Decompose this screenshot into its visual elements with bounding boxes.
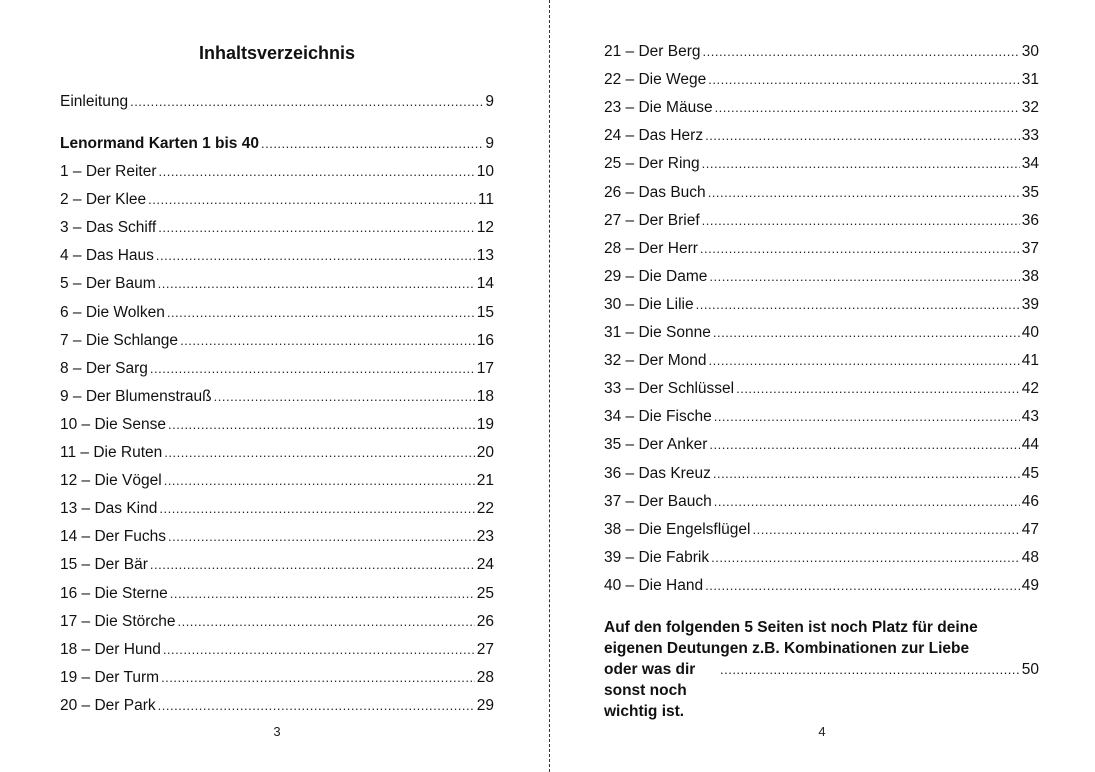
toc-entry-page: 26 [476, 613, 494, 630]
toc-entry-page: 15 [476, 304, 494, 321]
toc-entry-page: 18 [476, 388, 494, 405]
toc-entry-page: 16 [476, 332, 494, 349]
dot-leader [713, 464, 1020, 484]
toc-entry [60, 162, 494, 182]
right-page-number: 4 [818, 724, 826, 739]
toc-entry-label: 1 – Der Reiter [60, 163, 157, 180]
toc-entry-label: 17 – Die Störche [60, 613, 176, 630]
dot-leader [261, 134, 483, 154]
toc-entry-label: 36 – Das Kreuz [604, 465, 711, 482]
toc-entry-page: 13 [476, 247, 494, 264]
toc-entry-label: 8 – Der Sarg [60, 360, 148, 377]
toc-entry-page: 10 [476, 163, 494, 180]
toc-entry-label: 15 – Der Bär [60, 556, 148, 573]
dot-leader [214, 387, 475, 407]
toc-entry-page: 38 [1021, 268, 1039, 285]
toc-entry [604, 351, 1039, 371]
page-divider [549, 0, 550, 772]
toc-entry-label: 14 – Der Fuchs [60, 528, 166, 545]
toc-entry [60, 527, 494, 547]
toc-entry-label: 11 – Die Ruten [60, 444, 163, 461]
dot-leader [167, 303, 475, 323]
note-line: oder was dir sonst noch wichtig ist. [604, 661, 696, 720]
toc-entry-page: 40 [1021, 324, 1039, 341]
toc-entry-page: 42 [1021, 380, 1039, 397]
toc-entry [60, 218, 494, 238]
dot-leader [705, 576, 1020, 596]
toc-entry-page: 22 [476, 500, 494, 517]
toc-entry-label: 26 – Das Buch [604, 184, 706, 201]
toc-entry-label: 13 – Das Kind [60, 500, 158, 517]
toc-entry [60, 134, 494, 154]
dot-leader [130, 92, 483, 112]
toc-entry [604, 42, 1039, 62]
toc-entry-page: 35 [1021, 184, 1039, 201]
toc-entry [604, 70, 1039, 90]
toc-entry [60, 584, 494, 604]
dot-leader [720, 659, 1020, 680]
dot-leader [158, 218, 475, 238]
dot-leader [709, 351, 1020, 371]
toc-entry-label: 24 – Das Herz [604, 127, 704, 144]
toc-entry [60, 640, 494, 660]
toc-entry-label: 21 – Der Berg [604, 43, 701, 60]
left-page-number: 3 [273, 724, 281, 739]
toc-entry-page: 29 [476, 697, 494, 714]
toc-entry [604, 295, 1039, 315]
dot-leader [711, 548, 1020, 568]
toc-entry-label: 22 – Die Wege [604, 71, 707, 88]
dot-leader [708, 70, 1020, 90]
toc-entry-page: 46 [1021, 493, 1039, 510]
toc-entry-page: 33 [1021, 127, 1039, 144]
toc-title: Inhaltsverzeichnis [198, 43, 356, 63]
dot-leader [158, 696, 475, 716]
toc-entry-label: 10 – Die Sense [60, 416, 166, 433]
toc-entry [604, 211, 1039, 231]
toc-entry-page: 23 [476, 528, 494, 545]
toc-entry [60, 612, 494, 632]
toc-entry-page: 11 [477, 191, 494, 208]
toc-entry-page: 20 [476, 444, 494, 461]
toc-entry-label: Einleitung [60, 93, 129, 110]
toc-entry [604, 576, 1039, 596]
toc-entry-label: 37 – Der Bauch [604, 493, 712, 510]
toc-entry [60, 696, 494, 716]
dot-leader [150, 555, 475, 575]
toc-entry [60, 274, 494, 294]
toc-entry [60, 555, 494, 575]
toc-entry [60, 443, 494, 463]
toc-entry-label: 31 – Die Sonne [604, 324, 711, 341]
dot-leader [705, 126, 1020, 146]
toc-entry-label: 2 – Der Klee [60, 191, 147, 208]
toc-entry-page: 37 [1021, 240, 1039, 257]
toc-entry-label: 33 – Der Schlüssel [604, 380, 735, 397]
dot-leader [713, 323, 1020, 343]
toc-entry [604, 267, 1039, 287]
toc-entry [604, 464, 1039, 484]
toc-entry-page: 24 [476, 556, 494, 573]
dot-leader [168, 415, 475, 435]
toc-entry-page: 49 [1021, 577, 1039, 594]
toc-entry [60, 668, 494, 688]
dot-leader [159, 499, 474, 519]
toc-entry-label: 12 – Die Vögel [60, 472, 162, 489]
dot-leader [709, 435, 1019, 455]
toc-entry-page: 44 [1021, 436, 1039, 453]
toc-entry-page: 41 [1021, 352, 1039, 369]
note-last-line [604, 659, 1039, 722]
toc-note [604, 617, 1039, 722]
toc-entry [60, 303, 494, 323]
toc-entry [604, 183, 1039, 203]
toc-entry [604, 154, 1039, 174]
toc-entry-label: 30 – Die Lilie [604, 296, 694, 313]
dot-leader [148, 190, 476, 210]
toc-entry-page: 43 [1021, 408, 1039, 425]
dot-leader [180, 331, 475, 351]
dot-leader [703, 42, 1020, 62]
toc-entry-label: 23 – Die Mäuse [604, 99, 713, 116]
toc-entry-page: 12 [476, 219, 494, 236]
toc-entry-label: 34 – Die Fische [604, 408, 712, 425]
dot-leader [164, 471, 475, 491]
toc-entry [60, 359, 494, 379]
toc-entry-page: 17 [476, 360, 494, 377]
toc-entry-page: 14 [476, 275, 494, 292]
toc-entry [604, 379, 1039, 399]
dot-leader [702, 211, 1020, 231]
toc-entry-page: 19 [476, 416, 494, 433]
dot-leader [714, 492, 1020, 512]
toc-entry-page: 31 [1021, 71, 1039, 88]
dot-leader [158, 162, 474, 182]
toc-entry [60, 415, 494, 435]
dot-leader [715, 98, 1020, 118]
dot-leader [163, 640, 475, 660]
toc-entry-page: 34 [1021, 155, 1039, 172]
toc-entry [604, 98, 1039, 118]
toc-entry-page: 9 [485, 135, 494, 152]
dot-leader [714, 407, 1020, 427]
note-line: eigenen Deutungen z.B. Kombinationen zur Liebe [604, 640, 970, 657]
toc-entry-label: Lenormand Karten 1 bis 40 [60, 135, 259, 152]
toc-entry-page: 28 [476, 669, 494, 686]
dot-leader [700, 239, 1020, 259]
toc-entry [604, 239, 1039, 259]
toc-entry-page: 27 [476, 641, 494, 658]
toc-entry [604, 492, 1039, 512]
dot-leader [708, 183, 1020, 203]
toc-entry-page: 32 [1021, 99, 1039, 116]
toc-entry [604, 126, 1039, 146]
toc-entry [604, 548, 1039, 568]
toc-entry-label: 7 – Die Schlange [60, 332, 179, 349]
right-page [551, 0, 1095, 772]
toc-entry-label: 39 – Die Fabrik [604, 549, 710, 566]
toc-entry-label: 18 – Der Hund [60, 641, 161, 658]
toc-entry [60, 471, 494, 491]
dot-leader [158, 274, 475, 294]
dot-leader [702, 154, 1020, 174]
toc-entry-label: 5 – Der Baum [60, 275, 156, 292]
toc-entry-label: 19 – Der Turm [60, 669, 160, 686]
toc-entry-label: 28 – Der Herr [604, 240, 698, 257]
dot-leader [156, 246, 475, 266]
toc-entry-label: 16 – Die Sterne [60, 585, 168, 602]
dot-leader [164, 443, 475, 463]
toc-entry [60, 246, 494, 266]
toc-entry-page: 9 [485, 93, 494, 110]
toc-entry [60, 190, 494, 210]
toc-entry-page: 21 [476, 472, 494, 489]
toc-entry [604, 520, 1039, 540]
toc-entry-label: 20 – Der Park [60, 697, 156, 714]
dot-leader [177, 612, 474, 632]
toc-entry [60, 92, 494, 112]
toc-entry-label: 40 – Die Hand [604, 577, 704, 594]
toc-entry-page: 48 [1021, 549, 1039, 566]
dot-leader [696, 295, 1020, 315]
toc-entry-label: 4 – Das Haus [60, 247, 154, 264]
dot-leader [736, 379, 1020, 399]
toc-entry [604, 407, 1039, 427]
toc-entry-label: 35 – Der Anker [604, 436, 708, 453]
toc-entry-page: 36 [1021, 212, 1039, 229]
toc-entry-label: 38 – Die Engelsflügel [604, 521, 751, 538]
toc-entry-page: 47 [1021, 521, 1039, 538]
dot-leader [168, 527, 475, 547]
toc-entry-page: 25 [476, 585, 494, 602]
toc-entry-label: 6 – Die Wolken [60, 304, 165, 321]
dot-leader [150, 359, 475, 379]
dot-leader [709, 267, 1019, 287]
toc-entry [604, 323, 1039, 343]
toc-entry-label: 9 – Der Blumenstrauß [60, 388, 212, 405]
toc-entry-label: 32 – Der Mond [604, 352, 707, 369]
note-line: Auf den folgenden 5 Seiten ist noch Platz für deine [604, 619, 978, 636]
toc-entry-label: 27 – Der Brief [604, 212, 700, 229]
dot-leader [753, 520, 1020, 540]
note-page-number: 50 [1021, 661, 1039, 678]
toc-entry-label: 3 – Das Schiff [60, 219, 157, 236]
toc-entry [60, 387, 494, 407]
toc-entry [604, 435, 1039, 455]
toc-entry-page: 45 [1021, 465, 1039, 482]
toc-entry-label: 25 – Der Ring [604, 155, 700, 172]
dot-leader [170, 584, 475, 604]
toc-entry [60, 331, 494, 351]
toc-entry [60, 499, 494, 519]
toc-entry-label: 29 – Die Dame [604, 268, 708, 285]
toc-entry-page: 30 [1021, 43, 1039, 60]
toc-entry-page: 39 [1021, 296, 1039, 313]
dot-leader [161, 668, 475, 688]
